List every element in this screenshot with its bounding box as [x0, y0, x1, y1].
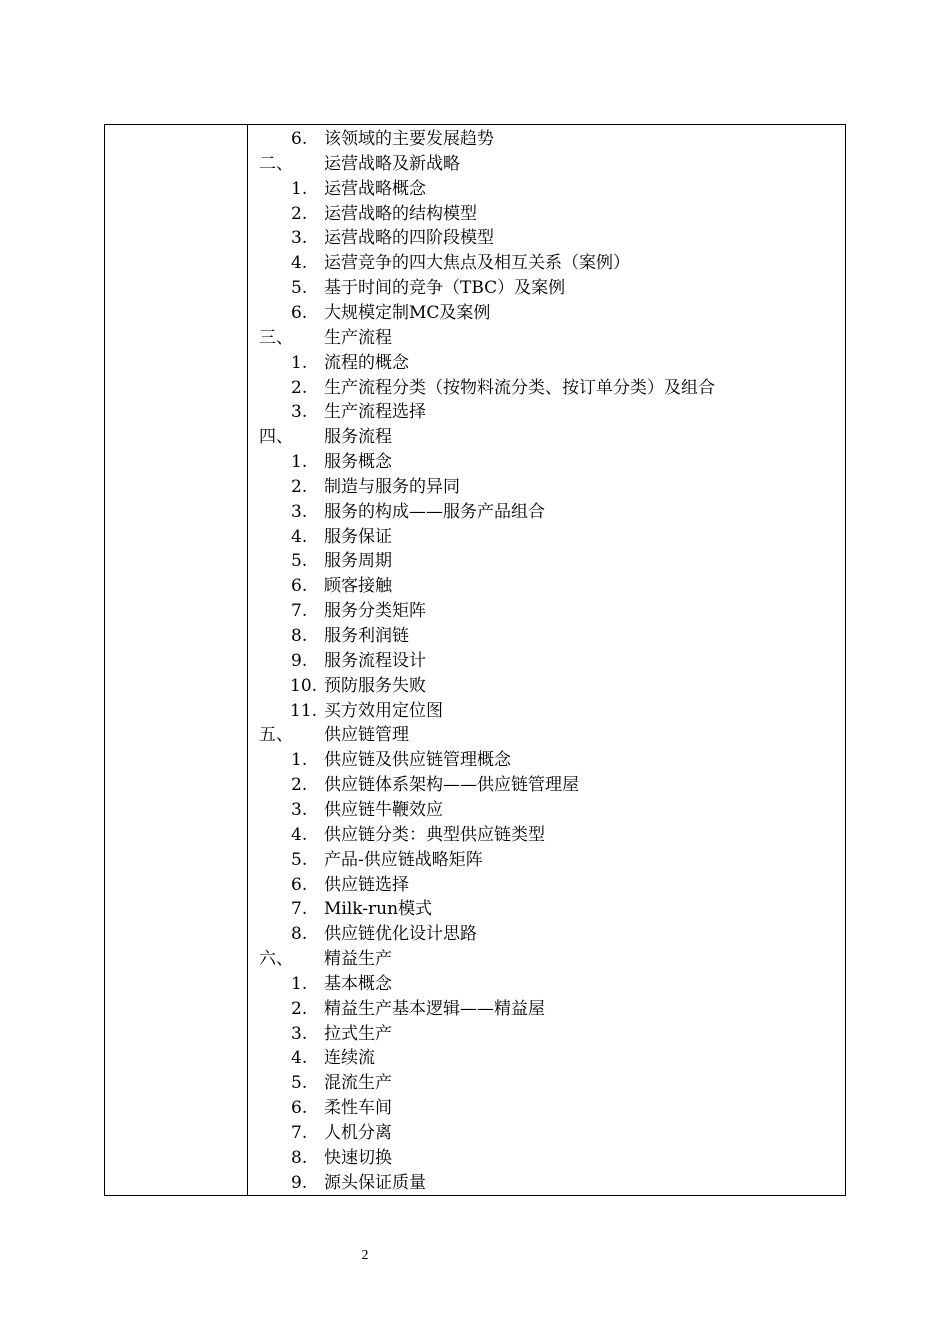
item-number: 4.: [291, 824, 308, 845]
outline-item: [249, 649, 845, 674]
section-title: 供应链管理: [324, 725, 409, 746]
item-text: 运营竞争的四大焦点及相互关系（案例）: [324, 253, 630, 274]
page-number: 2: [361, 1248, 369, 1263]
item-number: 2.: [291, 998, 308, 1019]
item-number: 1.: [291, 750, 308, 771]
item-text: 服务流程设计: [324, 650, 426, 671]
item-text: 供应链体系架构——供应链管理屋: [324, 775, 579, 796]
item-number: 6.: [291, 576, 308, 597]
outline-item: [249, 699, 845, 724]
outline-item: [249, 748, 845, 773]
item-number: 4.: [291, 526, 308, 547]
item-text: 供应链分类：典型供应链类型: [324, 824, 545, 845]
outline-item: [249, 1022, 845, 1047]
item-text: 精益生产基本逻辑——精益屋: [324, 998, 545, 1019]
outline-cell: [249, 127, 845, 1195]
item-text: 人机分离: [324, 1123, 392, 1143]
outline-item: [249, 599, 845, 624]
item-text: 制造与服务的异同: [324, 476, 460, 497]
item-text: 运营战略概念: [324, 178, 426, 199]
item-number: 3.: [291, 501, 308, 522]
item-number: 5.: [291, 849, 308, 870]
item-number: 6.: [291, 874, 308, 895]
item-text: 顾客接触: [324, 576, 392, 597]
section-title: 生产流程: [324, 327, 392, 348]
item-number: 4.: [291, 1048, 308, 1069]
item-text: 服务分类矩阵: [324, 601, 426, 622]
outline-item: [249, 301, 845, 326]
outline-item: [249, 177, 845, 202]
section-marker: 四、: [259, 427, 293, 448]
item-text: 流程的概念: [324, 352, 409, 373]
left-empty-cell: [105, 125, 248, 1195]
item-number: 1.: [291, 452, 308, 473]
outline-item: [249, 127, 845, 152]
item-text: 基本概念: [324, 973, 392, 994]
item-number: 1.: [291, 178, 308, 199]
item-number: 7.: [291, 1123, 308, 1143]
item-number: 8.: [291, 626, 308, 646]
item-text: 供应链牛鞭效应: [324, 799, 443, 820]
item-number: 8.: [291, 924, 308, 945]
outline-item: [249, 1146, 845, 1171]
outline-item: [249, 376, 845, 401]
outline-item: [249, 202, 845, 227]
item-text: 快速切换: [324, 1147, 392, 1168]
outline-item: [249, 276, 845, 301]
section-heading: [249, 425, 845, 450]
item-text: 产品-供应链战略矩阵: [324, 849, 483, 870]
section-heading: [249, 152, 845, 177]
section-marker: 五、: [259, 725, 293, 746]
section-marker: 六、: [259, 949, 293, 970]
item-number: 2.: [291, 476, 308, 497]
outline-item: [249, 500, 845, 525]
item-text: 服务概念: [324, 452, 392, 473]
outline-item: [249, 549, 845, 574]
outline-item: [249, 574, 845, 599]
item-text: 运营战略的四阶段模型: [324, 228, 494, 249]
item-text: 服务的构成——服务产品组合: [324, 501, 545, 522]
section-title: 运营战略及新战略: [324, 153, 460, 174]
item-text: 服务保证: [324, 526, 392, 547]
item-text: Milk-run模式: [324, 899, 433, 920]
outline-item: [249, 475, 845, 500]
item-number: 6.: [291, 302, 308, 323]
item-text: 混流生产: [324, 1073, 392, 1094]
item-number: 9.: [291, 650, 308, 671]
outline-item: [249, 773, 845, 798]
section-marker: 三、: [259, 327, 293, 348]
outline-item: [249, 450, 845, 475]
outline-item: [249, 922, 845, 947]
item-text: 服务利润链: [324, 626, 409, 646]
outline-item: [249, 873, 845, 898]
outline-item: [249, 823, 845, 848]
section-title: 精益生产: [324, 949, 392, 970]
item-number: 5.: [291, 278, 308, 299]
item-number: 1.: [291, 973, 308, 994]
item-number: 7.: [291, 899, 308, 920]
outline-item: [249, 351, 845, 376]
item-text: 该领域的主要发展趋势: [324, 129, 494, 149]
item-number: 7.: [291, 601, 308, 622]
item-text: 预防服务失败: [324, 675, 426, 696]
item-text: 连续流: [324, 1048, 375, 1069]
outline-item: [249, 972, 845, 997]
item-text: 供应链选择: [324, 874, 409, 895]
outline-table: [104, 124, 846, 1196]
item-number: 2.: [291, 203, 308, 224]
item-text: 运营战略的结构模型: [324, 203, 477, 224]
item-number: 3.: [291, 799, 308, 820]
section-heading: [249, 723, 845, 748]
item-number: 3.: [291, 228, 308, 249]
item-text: 基于时间的竞争（TBC）及案例: [324, 278, 566, 299]
item-number: 5.: [291, 1073, 308, 1094]
outline-item: [249, 798, 845, 823]
outline-item: [249, 624, 845, 649]
item-text: 大规模定制MC及案例: [324, 302, 491, 323]
outline-item: [249, 1046, 845, 1071]
item-number: 2.: [291, 377, 308, 398]
outline-item: [249, 997, 845, 1022]
item-number: 10.: [290, 675, 318, 696]
section-marker: 二、: [259, 153, 293, 174]
outline-item: [249, 674, 845, 699]
outline-item: [249, 897, 845, 922]
item-number: 2.: [291, 775, 308, 796]
outline-item: [249, 1071, 845, 1096]
item-text: 供应链及供应链管理概念: [324, 750, 511, 771]
outline-item: [249, 848, 845, 873]
item-number: 1.: [291, 352, 308, 373]
outline-item: [249, 1121, 845, 1146]
item-number: 5.: [291, 551, 308, 572]
item-number: 6.: [291, 1098, 308, 1119]
item-number: 11.: [290, 700, 318, 721]
item-number: 3.: [291, 402, 308, 423]
item-text: 柔性车间: [324, 1098, 392, 1119]
item-text: 生产流程选择: [324, 402, 426, 423]
item-text: 生产流程分类（按物料流分类、按订单分类）及组合: [324, 377, 715, 398]
item-text: 源头保证质量: [324, 1172, 426, 1193]
item-text: 服务周期: [324, 551, 392, 572]
outline-item: [249, 525, 845, 550]
section-heading: [249, 326, 845, 351]
outline-item: [249, 400, 845, 425]
item-number: 4.: [291, 253, 308, 274]
outline-item: [249, 1096, 845, 1121]
item-text: 拉式生产: [324, 1023, 392, 1044]
item-number: 6.: [291, 129, 308, 149]
section-heading: [249, 947, 845, 972]
outline-item: [249, 1171, 845, 1196]
outline-item: [249, 251, 845, 276]
section-title: 服务流程: [324, 427, 392, 448]
item-number: 3.: [291, 1023, 308, 1044]
outline-item: [249, 226, 845, 251]
item-text: 供应链优化设计思路: [324, 924, 477, 945]
item-text: 买方效用定位图: [324, 700, 443, 721]
item-number: 9.: [291, 1172, 308, 1193]
item-number: 8.: [291, 1147, 308, 1168]
